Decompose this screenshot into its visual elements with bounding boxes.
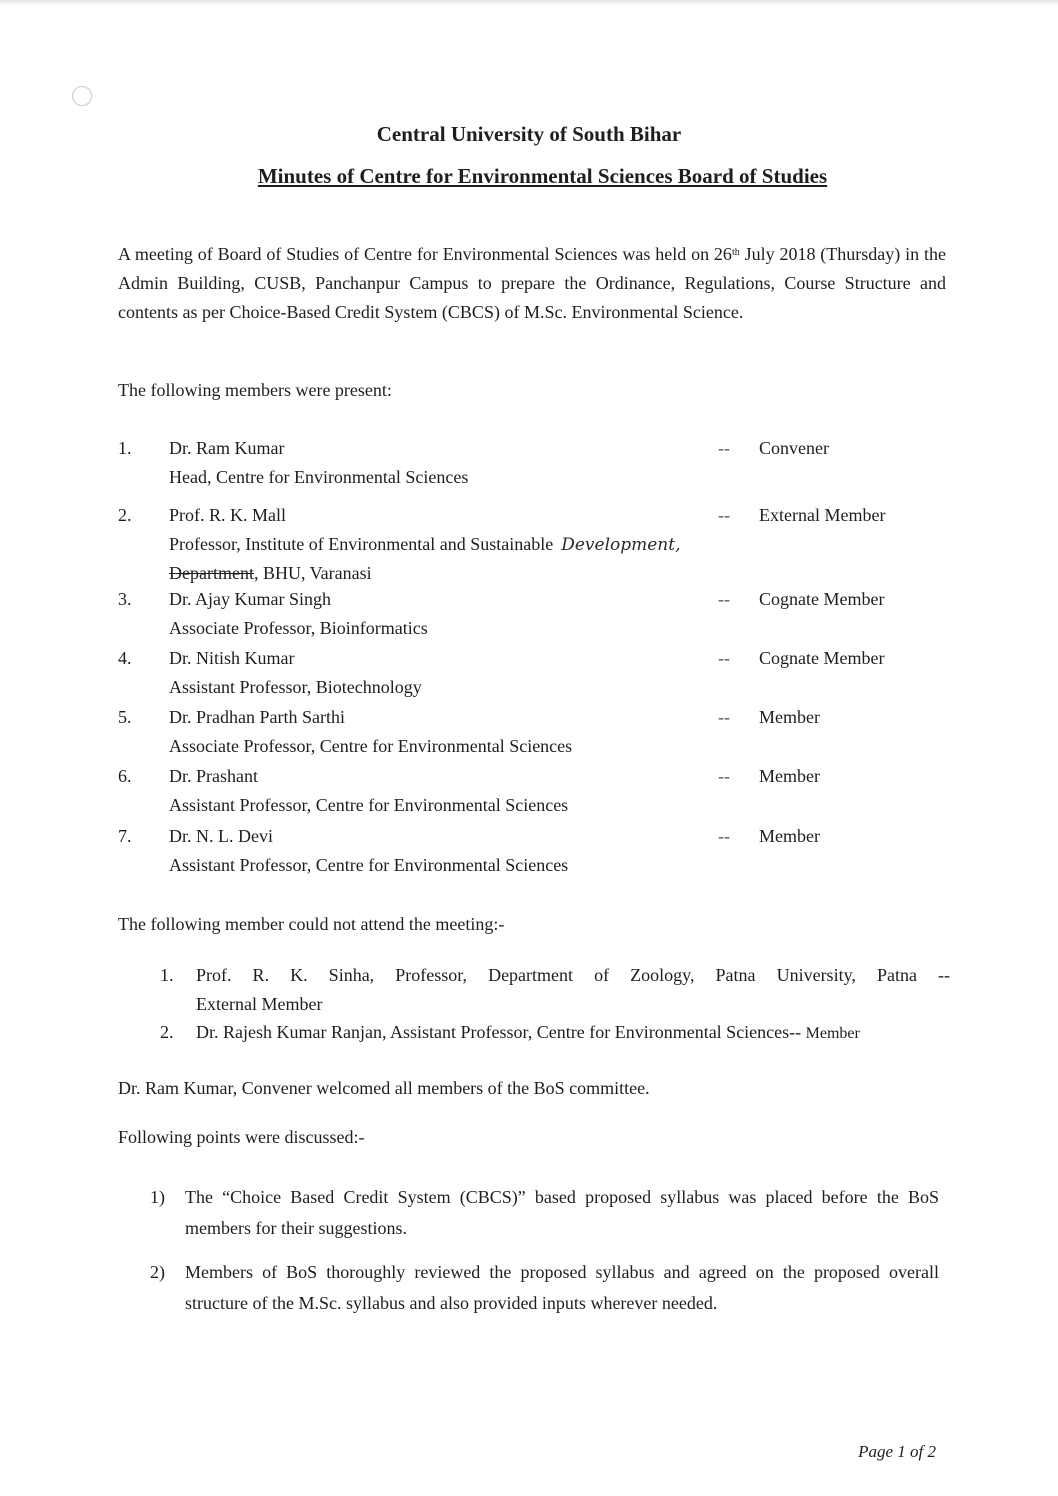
member-designation-cont: , BHU, Varanasi xyxy=(253,563,372,583)
member-designation: Associate Professor, Bioinformatics xyxy=(169,618,428,638)
member-designation: Head, Centre for Environmental Sciences xyxy=(169,467,469,487)
point-number: 1) xyxy=(150,1187,165,1207)
absent-text: Prof. R. K. Sinha, Professor, Department of Zoology, Patna University, Patna -- xyxy=(196,965,950,985)
page-number: Page 1 of 2 xyxy=(858,1442,936,1461)
point-text: Members of BoS thoroughly reviewed the proposed syllabus and agreed on the proposed overall structure of the M.Sc. syllabus and also provided inputs wherever needed. xyxy=(185,1262,939,1313)
member-name: Dr. Ram Kumar xyxy=(169,438,285,458)
member-name: Dr. Pradhan Parth Sarthi xyxy=(169,707,345,727)
member-designation-text: Professor, Institute of Environmental and Sustainable xyxy=(169,534,554,554)
member-designation xyxy=(169,530,681,560)
absent-text: Dr. Rajesh Kumar Ranjan, Assistant Professor, Centre for Environmental Sciences-- xyxy=(196,1022,802,1042)
member-role: External Member xyxy=(759,505,886,525)
member-role: Convener xyxy=(759,438,829,458)
absent-text-line xyxy=(196,1018,860,1048)
member-designation: Assistant Professor, Centre for Environmental Sciences xyxy=(169,855,569,875)
punch-hole-mark xyxy=(72,86,92,106)
member-dash: -- xyxy=(718,826,730,846)
member-dash: -- xyxy=(718,505,730,525)
member-role: Cognate Member xyxy=(759,648,885,668)
member-number: 1. xyxy=(118,438,132,458)
member-role: Member xyxy=(759,766,820,786)
member-designation-continued xyxy=(169,559,372,588)
struck-through-text: Department xyxy=(169,563,254,583)
intro-text-end: July 2018 (Thursday) in the Admin Building, CUSB, Panchanpur Campus to prepare the Ordinance, Regulations, Course Structure and contents as per Choice-Based Credit System (CBCS) of M.Sc. Environmental Science. xyxy=(118,244,946,322)
member-dash: -- xyxy=(718,438,730,458)
member-designation: Assistant Professor, Centre for Environmental Sciences xyxy=(169,795,569,815)
member-name: Dr. Prashant xyxy=(169,766,258,786)
member-role: Member xyxy=(759,707,820,727)
member-name: Dr. Ajay Kumar Singh xyxy=(169,589,331,609)
present-members-label: The following members were present: xyxy=(118,380,392,400)
member-dash: -- xyxy=(718,648,730,668)
member-number: 3. xyxy=(118,589,132,609)
absent-members-label: The following member could not attend the meeting:- xyxy=(118,914,505,934)
member-number: 2. xyxy=(118,505,132,525)
member-number: 4. xyxy=(118,648,132,668)
welcome-statement: Dr. Ram Kumar, Convener welcomed all members of the BoS committee. xyxy=(118,1078,650,1098)
document-subtitle: Minutes of Centre for Environmental Sciences Board of Studies xyxy=(257,164,828,188)
member-name: Dr. Nitish Kumar xyxy=(169,648,295,668)
member-dash: -- xyxy=(718,707,730,727)
handwritten-correction: Development, xyxy=(561,535,681,555)
member-dash: -- xyxy=(718,766,730,786)
intro-paragraph xyxy=(118,240,946,327)
absent-role: Member xyxy=(805,1025,860,1042)
intro-superscript: th xyxy=(731,247,740,258)
member-name: Dr. N. L. Devi xyxy=(169,826,273,846)
member-name: Prof. R. K. Mall xyxy=(169,505,286,525)
intro-text-start: A meeting of Board of Studies of Centre for Environmental Sciences was held on 26 xyxy=(118,244,732,264)
member-role: Member xyxy=(759,826,820,846)
member-designation: Assistant Professor, Biotechnology xyxy=(169,677,422,697)
member-number: 6. xyxy=(118,766,132,786)
point-text: The “Choice Based Credit System (CBCS)” based proposed syllabus was placed before the BoS members for their suggestions. xyxy=(185,1187,939,1238)
member-role: Cognate Member xyxy=(759,589,885,609)
absent-number: 2. xyxy=(160,1022,174,1042)
university-title: Central University of South Bihar xyxy=(376,122,682,146)
discussed-label: Following points were discussed:- xyxy=(118,1127,365,1147)
member-number: 7. xyxy=(118,826,132,846)
scan-edge xyxy=(0,0,1058,6)
absent-text-continued: External Member xyxy=(196,994,323,1014)
absent-number: 1. xyxy=(160,965,174,985)
member-dash: -- xyxy=(718,589,730,609)
member-designation: Associate Professor, Centre for Environmental Sciences xyxy=(169,736,573,756)
member-number: 5. xyxy=(118,707,132,727)
point-number: 2) xyxy=(150,1262,165,1282)
